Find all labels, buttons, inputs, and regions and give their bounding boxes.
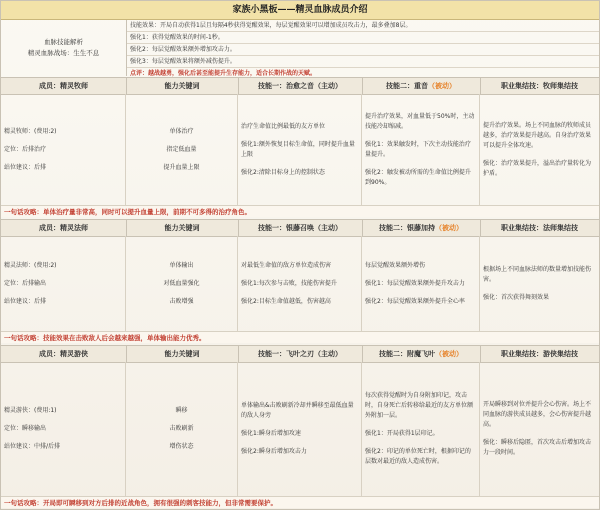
skill-text: 强化2:瞬身后增加攻击力 xyxy=(241,448,307,455)
skill2-desc xyxy=(362,94,480,205)
member-position: 站位建议：后排 xyxy=(4,297,47,305)
combo-header: 职业集结技：牧师集结技 xyxy=(501,82,578,90)
keywords xyxy=(126,94,238,205)
section-body xyxy=(1,362,599,496)
bloodline-intro xyxy=(1,20,599,76)
skill-text: 每次获得觉醒时为自身附加印记，攻击时，自身死亡后转移给最近的友方单位额外附加一层。 xyxy=(365,392,474,419)
strategy-line: 一句话攻略：技能效果在击败敌人后会越来越强，单体输出能力优秀。 xyxy=(1,331,599,343)
strategy-line: 一句话攻略：开局即可瞬移到对方后排的近战角色，拥有很强的刺客技能力，但非常需要保护。 xyxy=(1,496,599,508)
skill-text: 强化2:目标生命值越低，伤害越高 xyxy=(241,297,331,305)
keywords xyxy=(126,236,238,331)
skill-effect-line: 技能效果：开局自动获得1层且每隔4秒获得觉醒效果，每层觉醒效果可以增加成员攻击力，最多叠加8层。 xyxy=(127,20,599,32)
keyword: 击败增强 xyxy=(169,297,194,305)
skill1-tag: （主动） xyxy=(314,82,342,90)
skill1-tag: （主动） xyxy=(314,224,342,232)
member-info xyxy=(1,94,126,205)
enhance-3-line: 强化3：每层觉醒效果将额外减伤提升。 xyxy=(127,56,599,68)
skill2-desc xyxy=(362,236,480,331)
keyword-header: 能力关键词 xyxy=(126,346,239,362)
section-body xyxy=(1,94,599,205)
skill2-tag: （被动） xyxy=(435,224,463,232)
skill1-desc xyxy=(238,94,362,205)
keyword-header: 能力关键词 xyxy=(126,78,239,94)
combo-text: 提升治疗效果。场上不同血脉的牧师成员越多，治疗效果提升越高。自身治疗效果可以提升全体攻速。 xyxy=(483,121,592,149)
strategy-line: 一句话攻略：单体治疗量非常高，同时可以提升血量上限，前期不可多得的治疗角色。 xyxy=(1,205,599,217)
member-cost: 精灵法师：(费用:2) xyxy=(4,261,57,269)
keywords xyxy=(126,362,238,496)
skill-text: 强化1:额外恢复目标生命值，同时提升血量上限 xyxy=(241,140,355,158)
combo-desc xyxy=(480,236,599,331)
member-section-mage xyxy=(1,219,599,343)
member-role: 定位：瞬移输出 xyxy=(4,425,47,432)
section-body xyxy=(1,236,599,331)
review-line: 点评：越战越勇，强化后甚至能提升生存能力，适合长期作战的天赋。 xyxy=(127,68,599,80)
skill-text: 治疗生命值比例最低的友方单位 xyxy=(241,122,326,130)
member-name: 成员：精灵游侠 xyxy=(1,346,127,362)
keyword: 击败刷新 xyxy=(169,425,194,432)
section-header xyxy=(1,77,599,95)
skill-text: 强化1:每次参与击败，技能伤害提升 xyxy=(241,279,337,287)
skill2-desc xyxy=(362,362,480,496)
combo-header: 职业集结技：法师集结技 xyxy=(501,224,578,232)
member-info xyxy=(1,236,126,331)
skill-text: 强化1：每层觉醒效果额外提升攻击力 xyxy=(365,279,465,287)
member-role: 定位：后排治疗 xyxy=(4,145,47,153)
combo-text: 根据场上不同血脉法师的数量增加技能伤害。 xyxy=(483,265,592,283)
intro-details xyxy=(127,20,599,76)
skill-text: 强化1:瞬身后增加攻速 xyxy=(241,430,301,437)
skill-text: 强化2：触发被动所需的生命值比例提升到90%。 xyxy=(365,168,471,186)
skill1-name: 技能一：银藤召唤 xyxy=(258,224,314,232)
skill2-header xyxy=(362,78,481,94)
combo-desc xyxy=(480,94,599,205)
skill-text: 单体输出&击败刷新冷却并瞬移至最低血量的敌人身旁 xyxy=(241,402,354,419)
skill-text: 强化1：开局获得1层印记。 xyxy=(365,430,439,437)
skill1-desc xyxy=(238,236,362,331)
skill-text: 提升治疗效果，对血量低于50%时，主动技能冷却缩减。 xyxy=(365,112,475,130)
combo-header: 职业集结技：游侠集结技 xyxy=(501,350,578,358)
member-info xyxy=(1,362,126,496)
member-role: 定位：后排输出 xyxy=(4,279,47,287)
skill1-name: 技能一：治愈之音 xyxy=(258,82,314,90)
combo-text: 强化：首次获得舞刻效果 xyxy=(483,293,550,301)
intro-label-line: 血脉技能解析 xyxy=(44,38,83,46)
skill1-desc xyxy=(238,362,362,496)
keyword: 提升血量上限 xyxy=(163,163,200,171)
member-position: 站位建议：后排 xyxy=(4,163,47,171)
member-name: 成员：精灵法师 xyxy=(1,220,127,236)
combo-text: 强化：治疗效果提升，溢出治疗量转化为护盾。 xyxy=(483,159,592,177)
enhance-1-line: 强化1：获得觉醒效果的时间-1秒。 xyxy=(127,32,599,44)
member-cost: 精灵游侠：(费用:1) xyxy=(4,407,57,414)
combo-desc xyxy=(480,362,599,496)
member-section-priest xyxy=(1,77,599,217)
skill1-header xyxy=(238,78,363,94)
intro-label-line: 精灵血脉战场：生生不息 xyxy=(27,49,100,57)
skill-text: 对最低生命值的敌方单位造成伤害 xyxy=(241,261,332,269)
keyword: 单体输出 xyxy=(169,261,194,269)
skill2-header xyxy=(362,220,481,236)
intro-label xyxy=(1,20,127,76)
skill-text: 每层觉醒效果额外增伤 xyxy=(365,261,426,269)
keyword: 瞬移 xyxy=(175,407,188,414)
combo-text: 开局瞬移到对位并提升会心伤害。场上不同血脉的游侠成员越多，会心伤害提升越高。 xyxy=(483,401,592,428)
keyword: 单体治疗 xyxy=(169,127,194,135)
keyword: 指定低血量 xyxy=(166,145,197,153)
skill-text: 强化2：每层觉醒效果额外提升全心率 xyxy=(365,297,465,305)
skill-text: 强化2:清除目标身上的控制状态 xyxy=(241,168,325,176)
skill2-tag: （被动） xyxy=(435,350,463,358)
skill2-tag: （被动） xyxy=(428,82,456,90)
keyword: 增伤状态 xyxy=(169,443,194,450)
keyword-header: 能力关键词 xyxy=(126,220,239,236)
board-title: 家族小黑板——精灵血脉成员介绍 xyxy=(1,1,599,20)
skill1-name: 技能一：飞叶之刃 xyxy=(258,350,314,358)
keyword: 对低血量强化 xyxy=(163,279,200,287)
member-cost: 精灵牧师：(费用:2) xyxy=(4,127,57,135)
skill1-header xyxy=(238,346,363,362)
section-header xyxy=(1,345,599,363)
skill1-tag: （主动） xyxy=(314,350,342,358)
skill2-header xyxy=(362,346,481,362)
skill-text: 强化2：印记的单位死亡时，根据印记的层数对最近的敌人造成伤害。 xyxy=(365,448,471,465)
member-section-ranger xyxy=(1,345,599,509)
enhance-2-line: 强化2：每层觉醒效果额外增加攻击力。 xyxy=(127,44,599,56)
skill-text: 强化1：效果触发时，下次主动技能治疗量提升。 xyxy=(365,140,471,158)
skill1-header xyxy=(238,220,363,236)
member-position: 站位建议：中排/后排 xyxy=(4,443,61,450)
combo-text: 强化：瞬移后隐匿，首次攻击后增加攻击力一段时间。 xyxy=(483,439,592,456)
skill2-name: 技能二：附魔飞叶 xyxy=(379,350,435,358)
member-name: 成员：精灵牧师 xyxy=(1,78,127,94)
skill2-name: 技能二：银藤加持 xyxy=(379,224,435,232)
section-header xyxy=(1,219,599,237)
skill2-name: 技能二：重音 xyxy=(386,82,428,90)
